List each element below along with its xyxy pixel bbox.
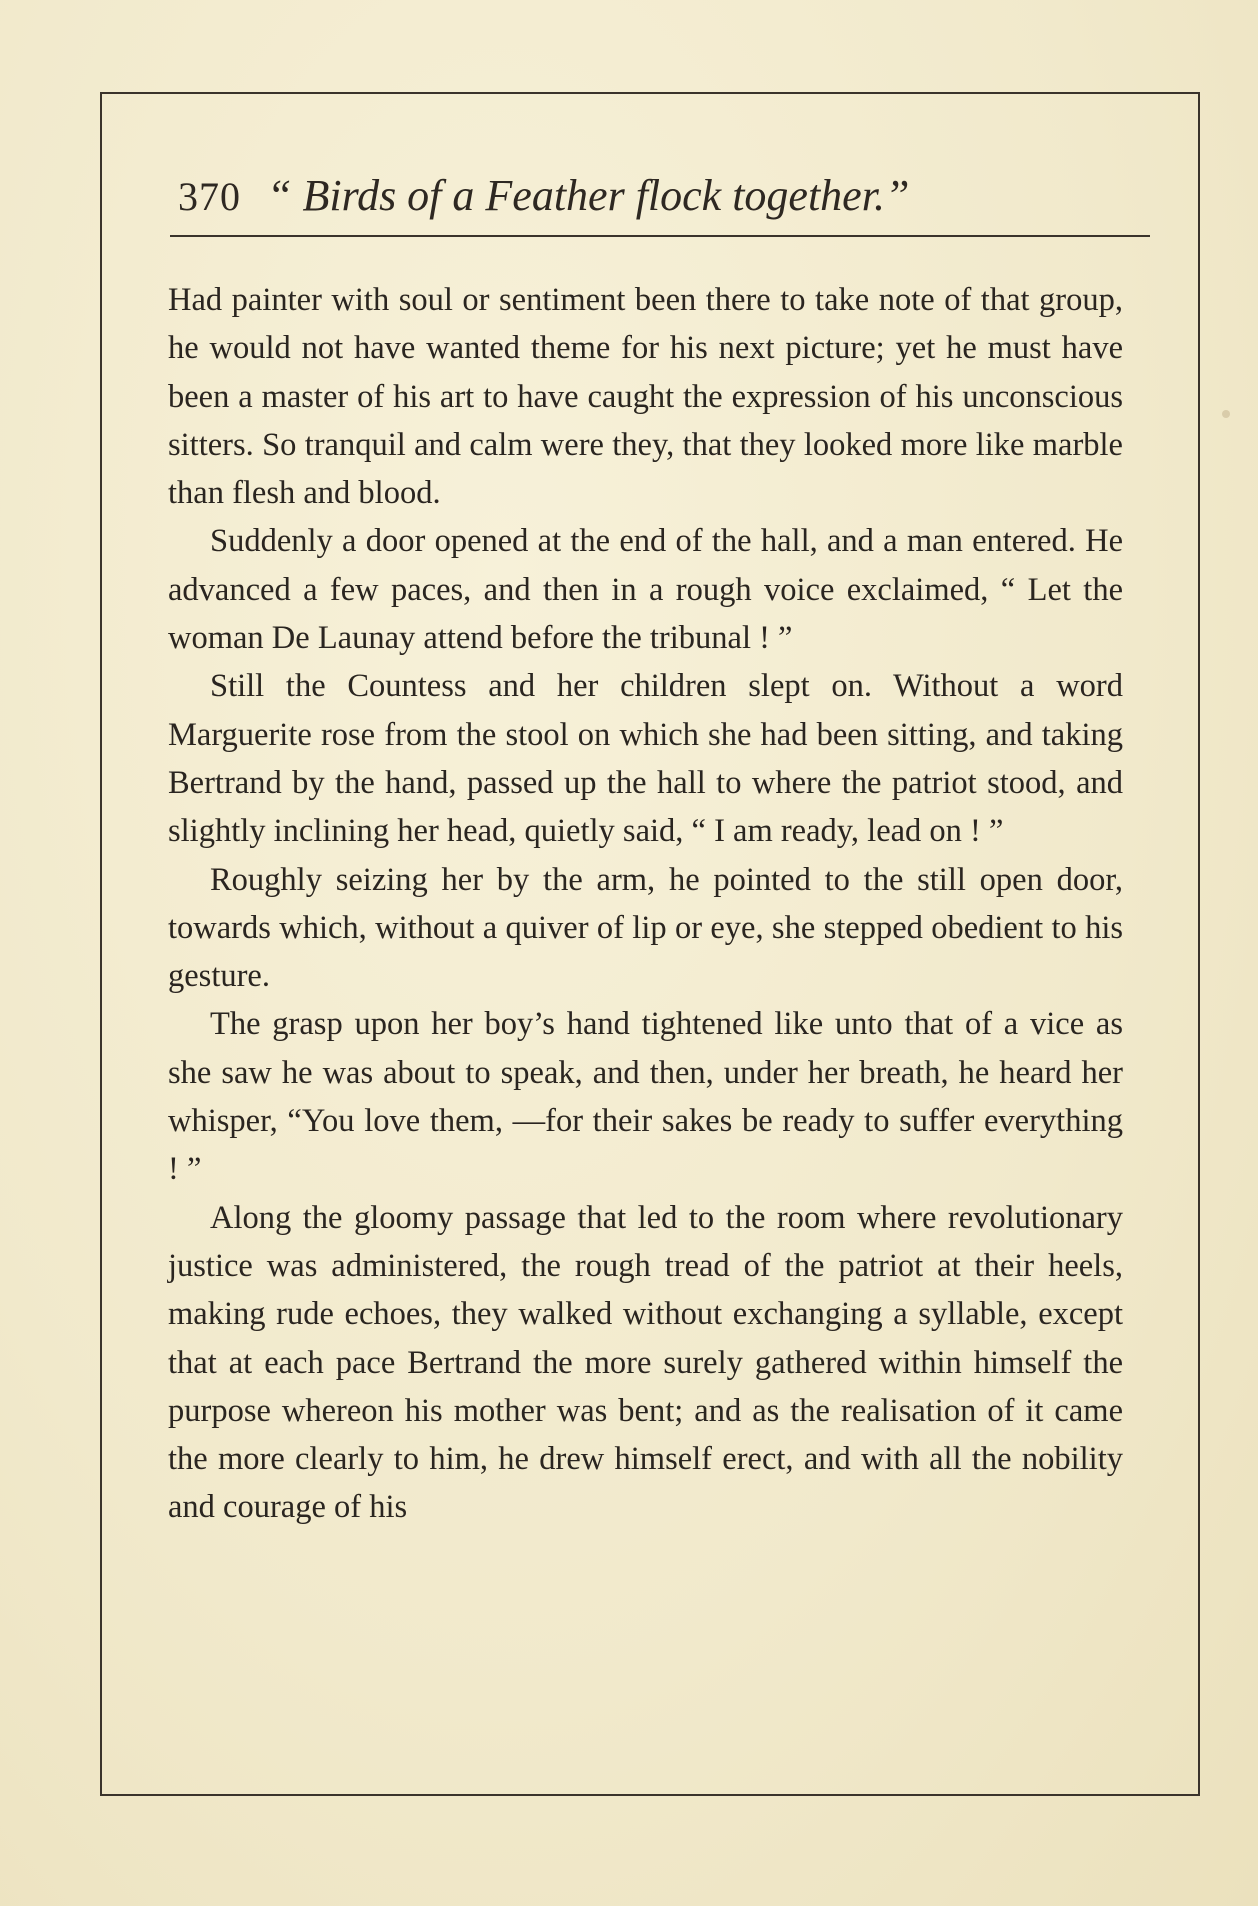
paragraph: Still the Countess and her children slept on. Without a word Marguerite rose from the stool on which she had been sitting, and taking Bertrand by the hand, passed up the hall to where the patriot stood, and slightly inclining her head, quietly said, “ I am ready, lead on ! ” [168, 668, 1123, 850]
paragraph: Along the gloomy passage that led to the room where revolutionary justice was administered, the rough tread of the patriot at their heels, making rude echoes, they walked without exchanging a syllable, except that at each pace Bertrand the more surely gathered within himself the purpose whereon his mother was bent; and as the realisation of it came the more clearly to him, he drew himself erect, and with all the nobility and courage of his [168, 1199, 1123, 1526]
paragraph: The grasp upon her boy’s hand tightened like unto that of a vice as she saw he was about to speak, and then, under her breath, he heard her whisper, “You love them, —for their sakes be ready to suffer everything ! ” [168, 1006, 1123, 1188]
paragraph: Had painter with soul or sentiment been there to take note of that group, he would not have wanted theme for his next picture; yet he must have been a master of his art to have caught the expression of his unconscious sitters. So tranquil and calm were they, that they looked more like marble than flesh and blood. [168, 282, 1123, 512]
paper-speck [1222, 410, 1230, 418]
header-rule [170, 235, 1150, 237]
paragraph: Roughly seizing her by the arm, he pointed to the still open door, towards which, without a quiver of lip or eye, she stepped obedient to his gesture. [168, 861, 1123, 995]
running-head [178, 170, 1148, 230]
paragraph: Suddenly a door opened at the end of the hall, and a man entered. He advanced a few paces, and then in a rough voice exclaimed, “ Let the woman De Launay attend before the tribunal ! ” [168, 523, 1123, 657]
running-title: “ Birds of a Feather flock together.” [267, 171, 910, 220]
page-number: 370 [178, 174, 241, 219]
body-text [168, 276, 1123, 1532]
